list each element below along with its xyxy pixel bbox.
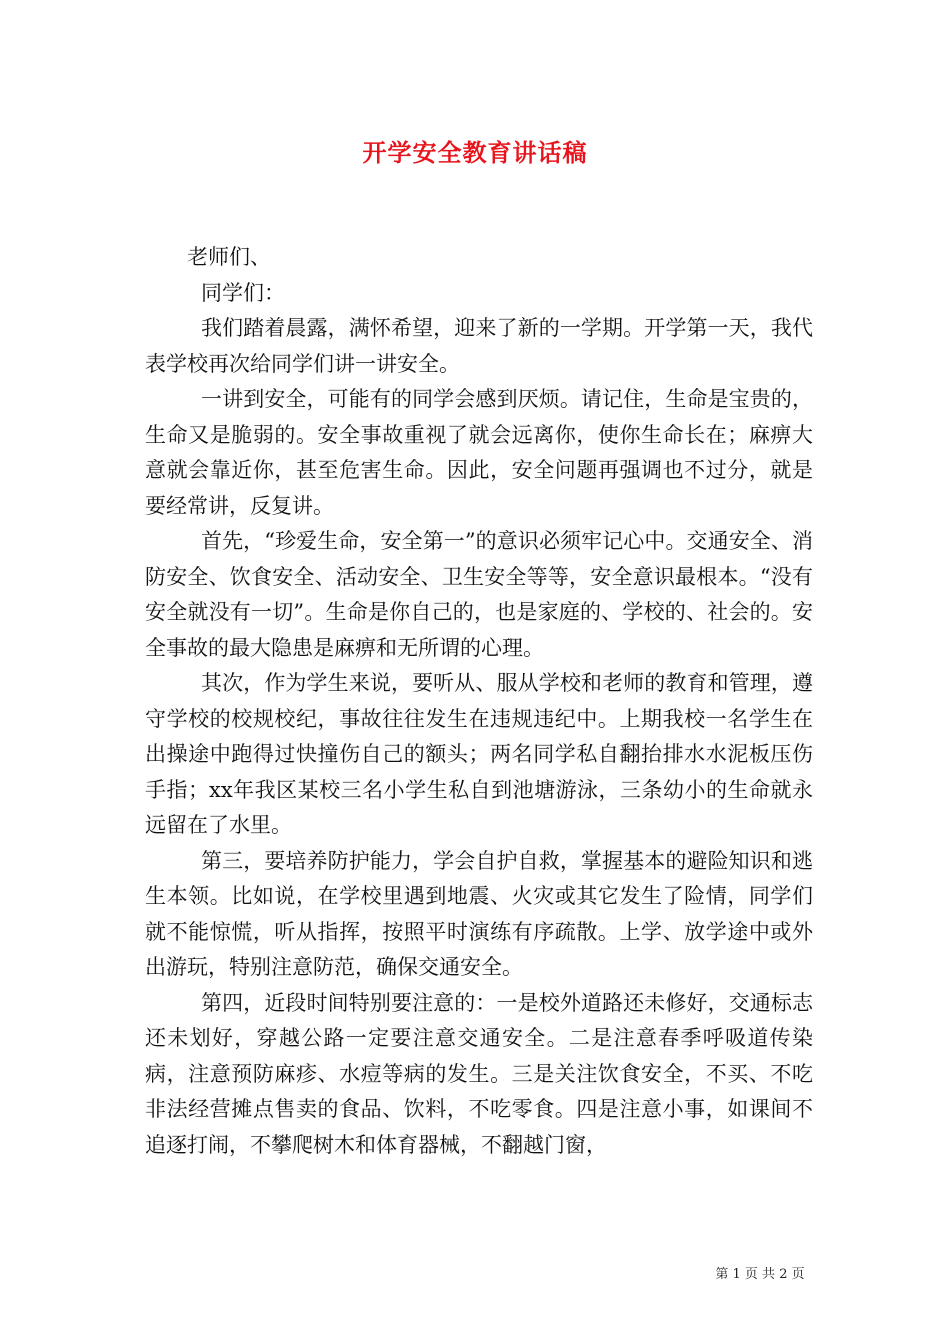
paragraph-third: 第三，要培养防护能力，学会自护自救，掌握基本的避险知识和逃生本领。比如说，在学校里遇到地震、火灾或其它发生了险情，同学们就不能惊慌，听从指挥，按照平时演练有序疏散。上学、放学途中或外出游玩，特别注意防范，确保交通安全。 [145,848,813,979]
document-body [145,240,813,1163]
paragraph-fourth: 第四，近段时间特别要注意的：一是校外道路还未修好，交通标志还未划好，穿越公路一定要注意交通安全。二是注意春季呼吸道传染病，注意预防麻疹、水痘等病的发生。三是关注饮食安全，不买、不吃非法经营摊点售卖的食品、饮料，不吃零食。四是注意小事，如课间不追逐打闹，不攀爬树木和体育器械，不翻越门窗， [145,990,813,1157]
paragraph-first: 首先，“珍爱生命，安全第一”的意识必须牢记心中。交通安全、消防安全、饮食安全、活动安全、卫生安全等等，安全意识最根本。“没有安全就没有一切”。生命是你自己的，也是家庭的、学校的、社会的。安全事故的最大隐患是麻痹和无所谓的心理。 [145,529,813,660]
paragraph-opening: 我们踏着晨露，满怀希望，迎来了新的一学期。开学第一天，我代表学校再次给同学们讲一讲安全。 [145,316,813,376]
page-number: 第 1 页 共 2 页 [715,1267,805,1282]
salutation-teachers: 老师们、 [187,245,271,269]
paragraph-importance: 一讲到安全，可能有的同学会感到厌烦。请记住，生命是宝贵的，生命又是脆弱的。安全事故重视了就会远离你，使你生命长在；麻痹大意就会靠近你，甚至危害生命。因此，安全问题再强调也不过分，就是要经常讲，反复讲。 [145,387,813,518]
paragraph-second: 其次，作为学生来说，要听从、服从学校和老师的教育和管理，遵守学校的校规校纪，事故往往发生在违规违纪中。上期我校一名学生在出操途中跑得过快撞伤自己的额头；两名同学私自翻抬排水水泥板压伤手指；xx年我区某校三名小学生私自到池塘游泳，三条幼小的生命就永远留在了水里。 [145,671,813,837]
salutation-students: 同学们： [201,280,285,305]
page-title: 开学安全教育讲话稿 [362,138,588,167]
